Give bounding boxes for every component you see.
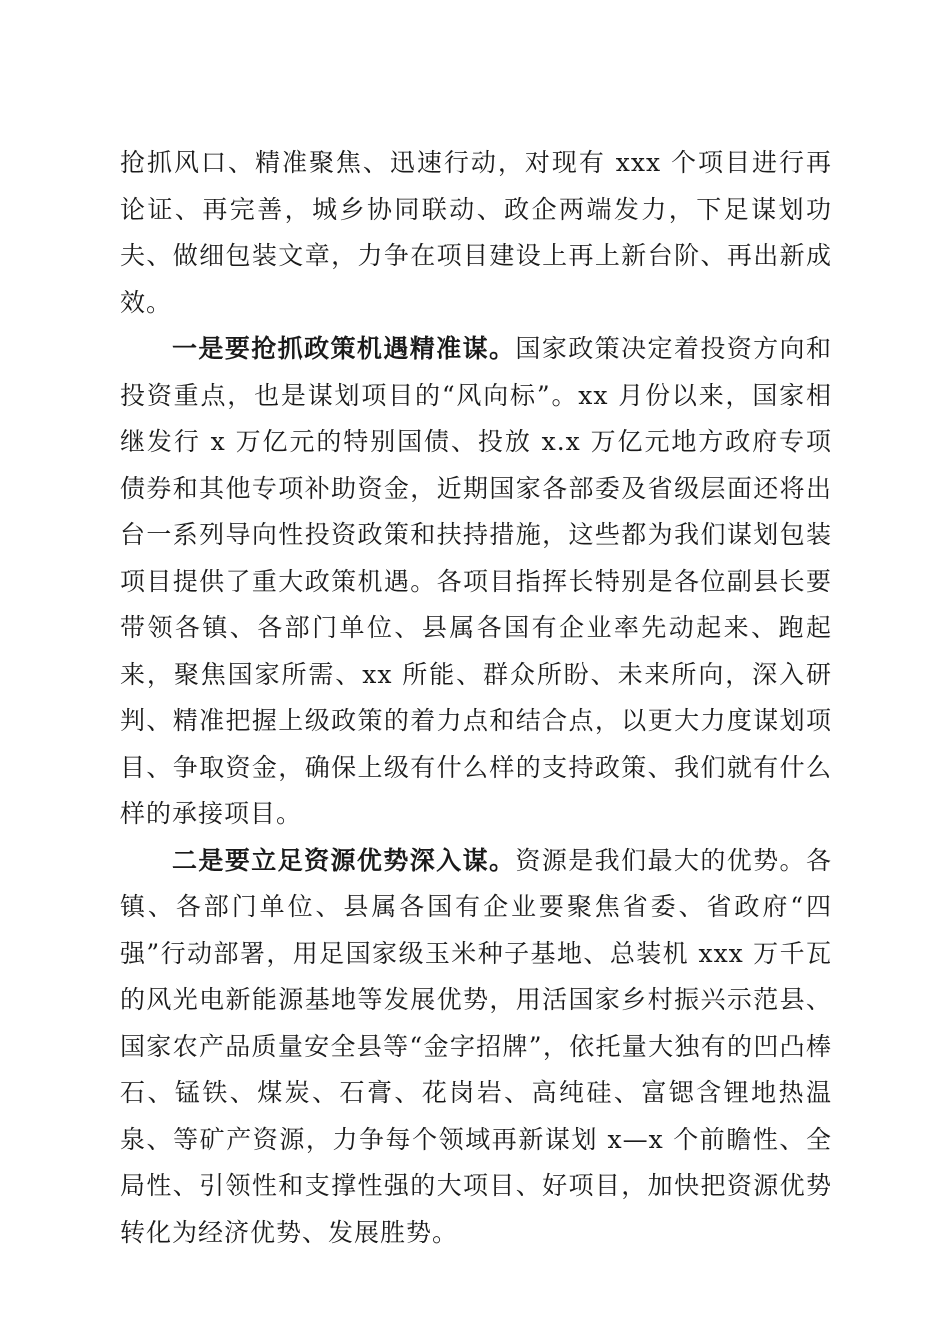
paragraph-lead-heading: 一是要抢抓政策机遇精准谋。 xyxy=(172,334,516,363)
paragraph-lead-heading: 二是要立足资源优势深入谋。 xyxy=(172,845,516,875)
paragraph-text: 资源是我们最大的优势。各镇、各部门单位、县属各国有企业要聚焦省委、省政府“四强”行动部署，用足国家级玉米种子基地、总装机 xxx 万千瓦的风光电新能源基地等发展优势，用活国家乡村振兴示范县、国家农产品质量安全县等“金字招牌”，依托量大独有的凹凸棒石、锰铁、煤炭、石膏、花岗岩、高纯硅、富锶含锂地热温泉、等矿产资源，力争每个领域再新谋划 x—x 个前瞻性、全局性、引领性和支撑性强的大项目、好项目，加快把资源优势转化为经济优势、发展胜势。 xyxy=(120,845,832,1247)
paragraph-text: 抢抓风口、精准聚焦、迅速行动，对现有 xxx 个项目进行再论证、再完善，城乡协同联动、政企两端发力，下足谋划功夫、做细包装文章，力争在项目建设上再上新台阶、再出新成效。 xyxy=(120,148,832,317)
paragraph-policy-opportunity xyxy=(120,326,832,838)
document-body xyxy=(120,140,832,1256)
paragraph-continuation xyxy=(120,140,832,326)
paragraph-resource-advantage xyxy=(120,838,832,1257)
paragraph-text: 国家政策决定着投资方向和投资重点，也是谋划项目的“风向标”。xx 月份以来，国家相继发行 x 万亿元的特别国债、投放 x.x 万亿元地方政府专项债券和其他专项补助资金，近期国家各部委及省级层面还将出台一系列导向性投资政策和扶持措施，这些都为我们谋划包装项目提供了重大政策机遇。各项目指挥长特别是各位副县长要带领各镇、各部门单位、县属各国有企业率先动起来、跑起来，聚焦国家所需、xx 所能、群众所盼、未来所向，深入研判、精准把握上级政策的着力点和结合点，以更大力度谋划项目、争取资金，确保上级有什么样的支持政策、我们就有什么样的承接项目。 xyxy=(120,334,832,828)
